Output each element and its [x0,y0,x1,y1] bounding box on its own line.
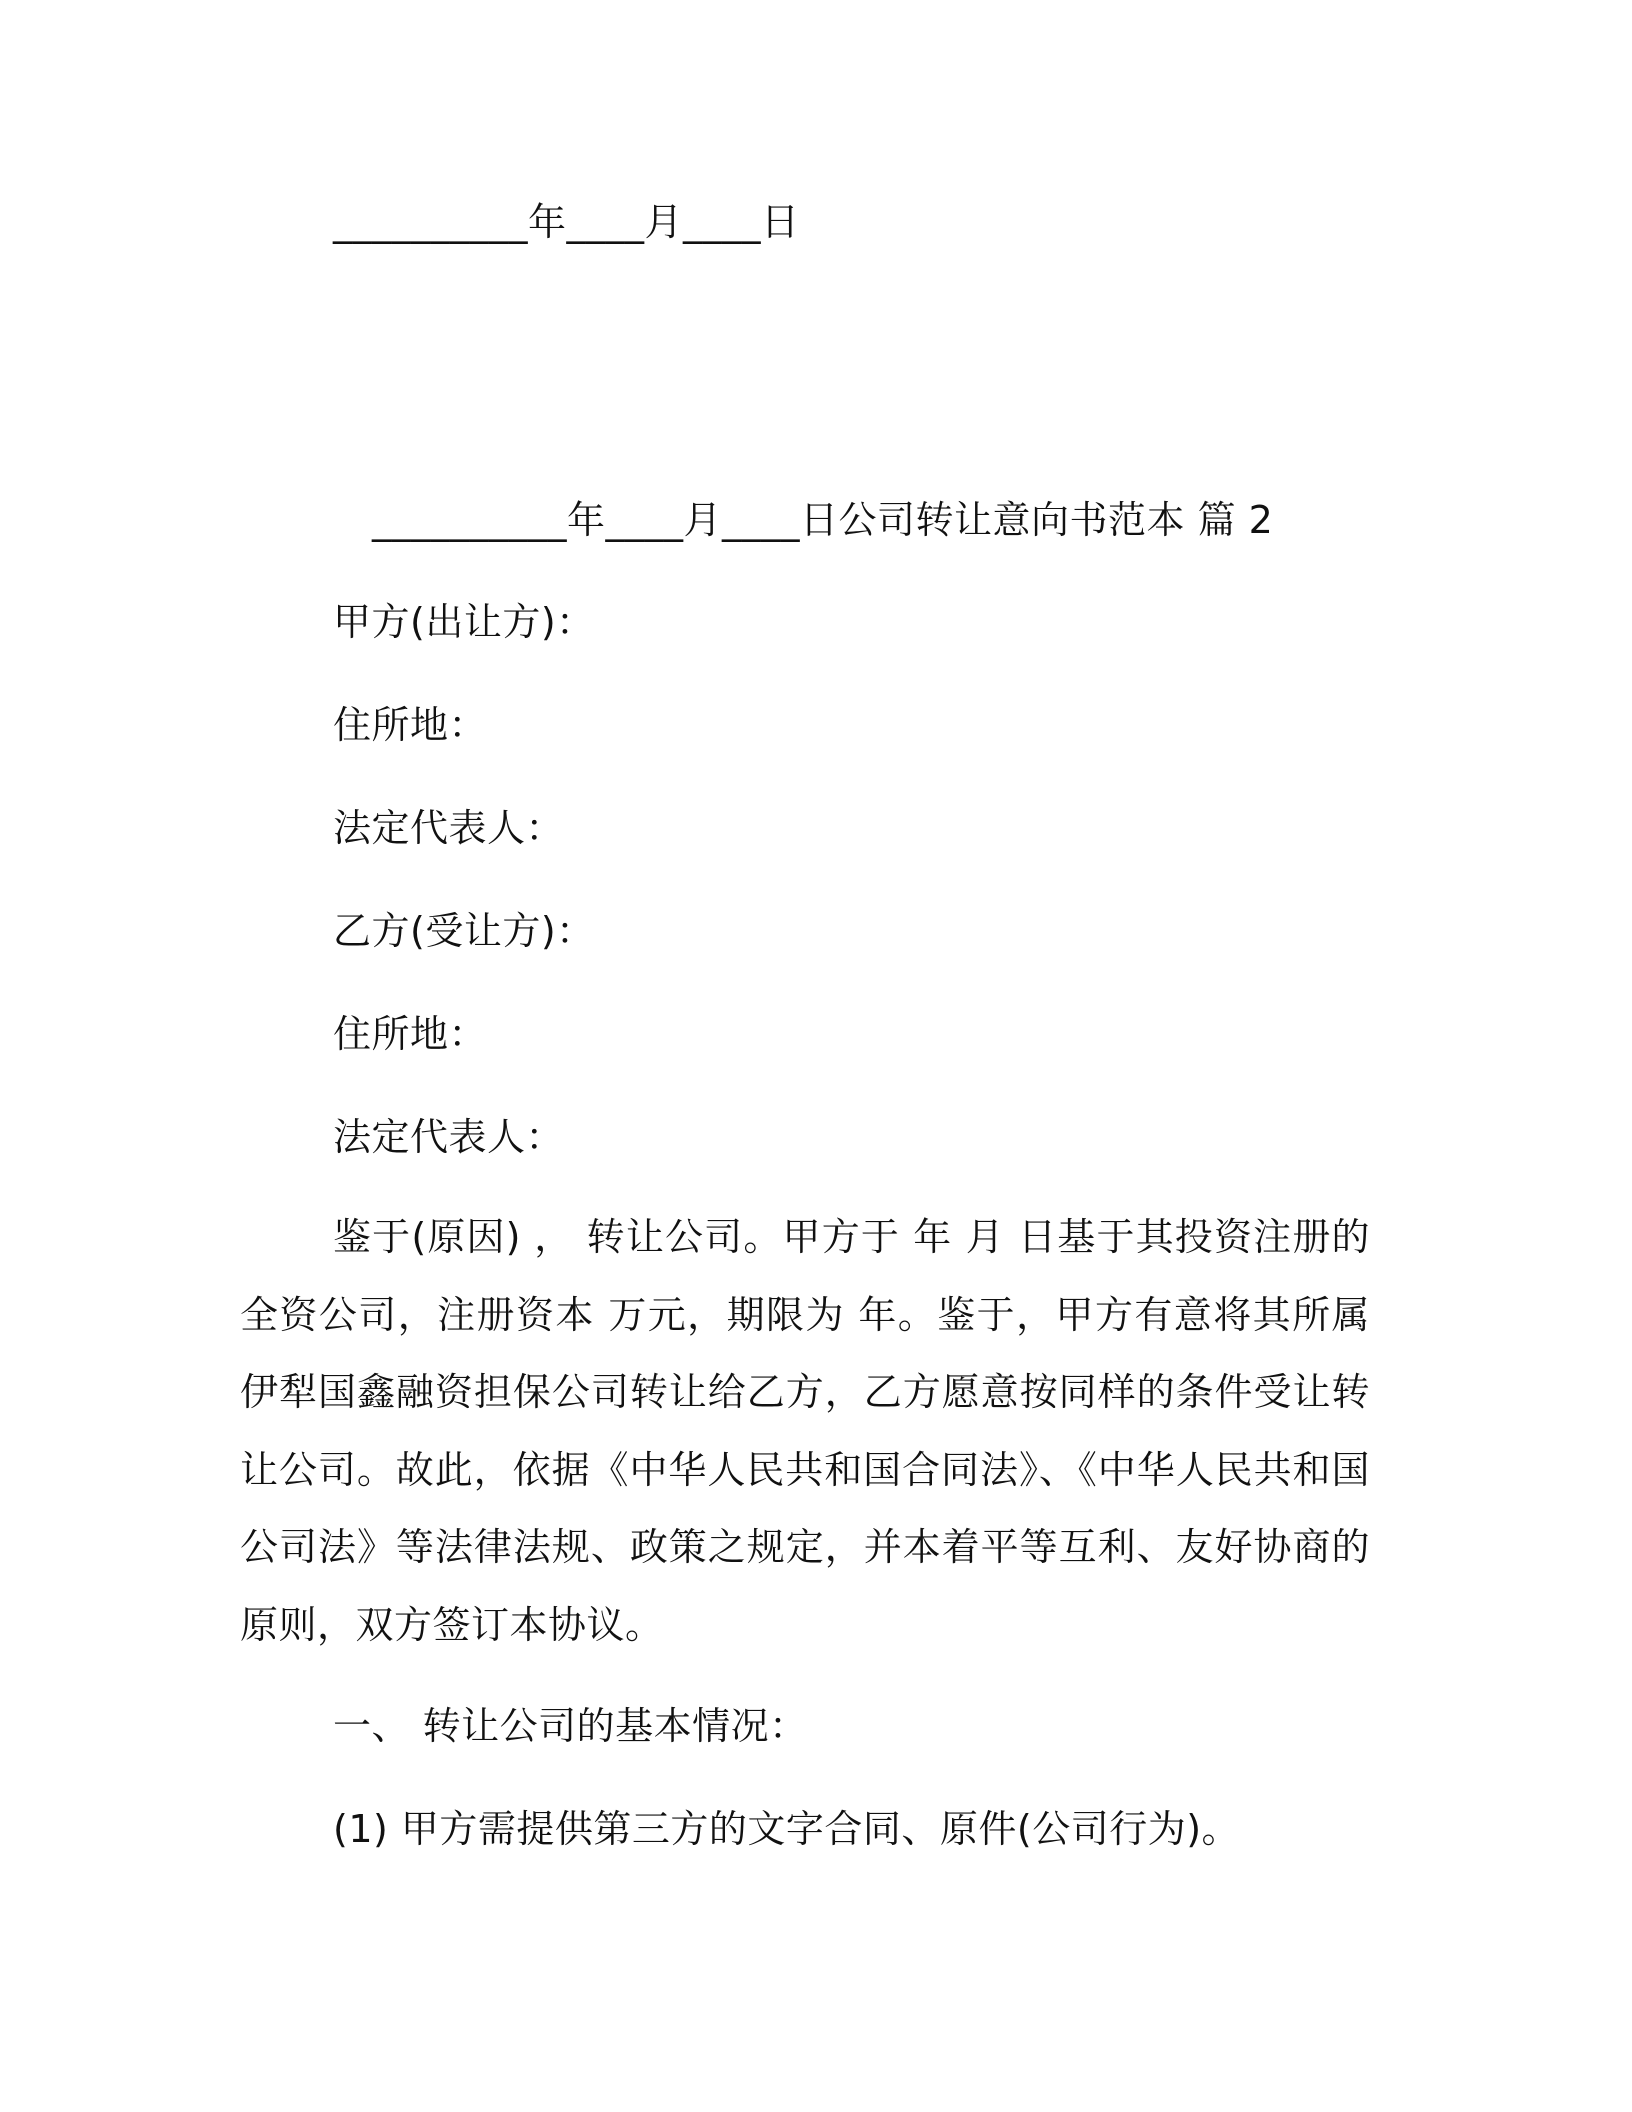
party-b-label: 乙方(受让方)： [333,909,595,953]
date-line: __________年____月____日 [333,200,800,244]
recital-paragraph: 鉴于(原因) ， 转让公司。甲方于 年 月 日基于其投资注册的全资公司，注册资本 万元，期限为 年。鉴于，甲方有意将其所属伊犁国鑫融资担保公司转让给乙方，乙方愿意按同样的条件受让转让公司。故此，依据《中华人民共和国合同法》、《中华人民共和国公司法》等法律法规、政策之规定，并本着平等互利、友好协商的原则，双方签订本协议。 [240,1215,1370,1647]
item-1: (1) 甲方需提供第三方的文字合同、原件(公司行为)。 [333,1807,1241,1851]
party-b-rep-label: 法定代表人： [333,1115,565,1159]
party-a-label: 甲方(出让方)： [333,600,595,644]
section-one-heading: 一、 转让公司的基本情况： [333,1704,808,1748]
party-a-address-label: 住所地： [333,703,488,747]
party-a-rep-label: 法定代表人： [333,806,565,850]
party-b-address-label: 住所地： [333,1012,488,1056]
section-title: __________年____月____日公司转让意向书范本 篇 2 [372,498,1274,542]
